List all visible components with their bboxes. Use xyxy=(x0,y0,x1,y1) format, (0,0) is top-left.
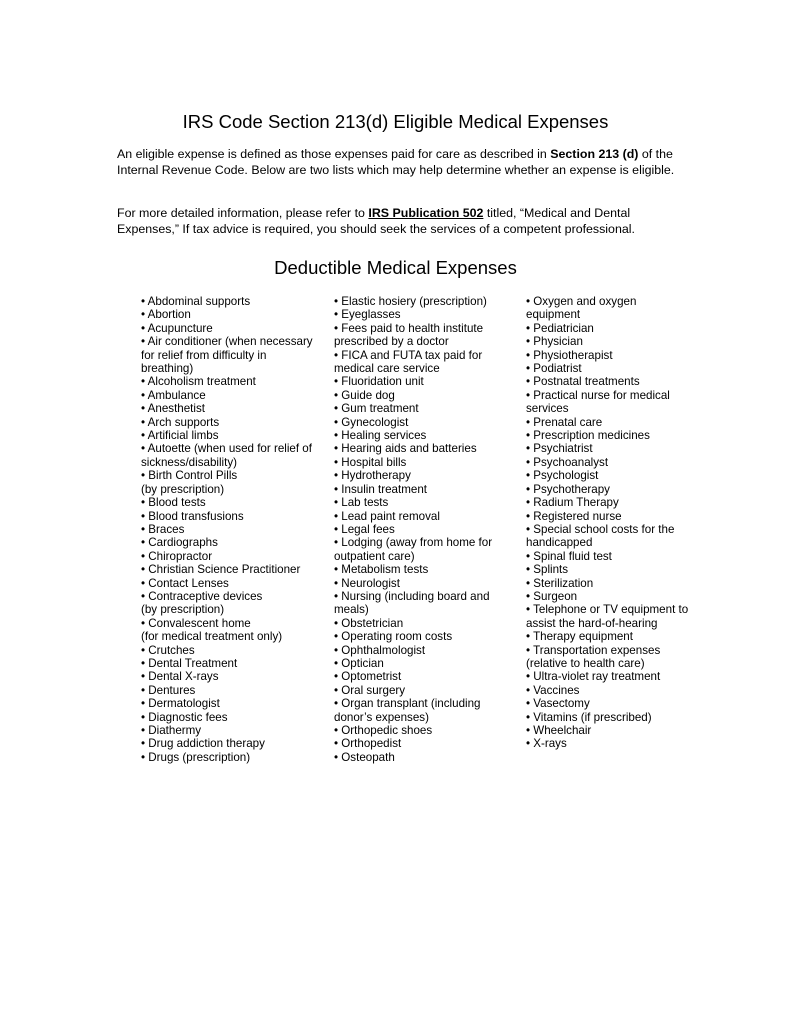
list-item: • Drugs (prescription) xyxy=(141,750,251,764)
list-item: • Dentures xyxy=(141,683,196,697)
list-item: • Healing services xyxy=(334,429,427,443)
list-item: • Abortion xyxy=(141,308,191,322)
list-item: • Braces xyxy=(141,522,185,536)
expense-list-column-1 xyxy=(141,295,321,764)
list-item: • Psychotherapy xyxy=(526,482,610,496)
list-item: • Arch supports xyxy=(141,415,220,429)
list-item: • Blood tests xyxy=(141,496,206,510)
list-item: • Insulin treatment xyxy=(334,482,427,496)
list-item: • Splints xyxy=(526,563,569,577)
list-item: • Registered nurse xyxy=(526,509,622,523)
list-item: • Orthopedist xyxy=(334,737,402,751)
list-item: • Legal fees xyxy=(334,522,395,536)
list-item: • Gum treatment xyxy=(334,402,419,416)
list-item: • Prenatal care xyxy=(526,415,603,429)
list-item: • Contact Lenses xyxy=(141,576,229,590)
list-item: • Vasectomy xyxy=(526,697,590,711)
list-item: • Osteopath xyxy=(334,750,395,764)
list-item: • Ultra-violet ray treatment xyxy=(526,670,661,684)
list-item: • Cardiographs xyxy=(141,536,218,550)
list-item: • Optician xyxy=(334,656,384,670)
list-item: • Nursing (including board and meals) xyxy=(334,589,490,617)
list-item: • Transportation expenses (relative to health care) xyxy=(526,643,661,670)
list-item: • Neurologist xyxy=(334,576,400,590)
list-item: • Drug addiction therapy xyxy=(141,737,265,751)
list-item: • Practical nurse for medical services xyxy=(526,388,670,416)
list-item: • Convalescent home (for medical treatment only) xyxy=(141,616,283,644)
list-item: • Oxygen and oxygen equipment xyxy=(526,295,637,322)
list-item: • Blood transfusions xyxy=(141,509,244,523)
list-item: • Hearing aids and batteries xyxy=(334,442,477,456)
page-title: IRS Code Section 213(d) Eligible Medical Expenses xyxy=(182,111,609,132)
list-item: • Christian Science Practitioner xyxy=(141,563,301,577)
list-item: • Vaccines xyxy=(526,683,580,697)
list-item: • Oral surgery xyxy=(334,683,406,697)
intro-paragraph-1 xyxy=(117,147,682,178)
list-item: • Crutches xyxy=(141,643,195,657)
list-item: • Anesthetist xyxy=(141,402,205,416)
list-item: • Fluoridation unit xyxy=(334,375,424,389)
list-item: • Psychiatrist xyxy=(526,442,593,456)
list-item: • Podiatrist xyxy=(526,362,582,376)
list-item: • Operating room costs xyxy=(334,630,453,644)
list-item: • Obstetrician xyxy=(334,616,404,630)
list-item: • X-rays xyxy=(526,737,567,751)
list-item: • Chiropractor xyxy=(141,549,213,563)
list-item: • Spinal fluid test xyxy=(526,549,612,563)
list-item: • Psychoanalyst xyxy=(526,455,609,469)
list-item: • Therapy equipment xyxy=(526,630,633,644)
list-item: • FICA and FUTA tax paid for medical care service xyxy=(334,348,483,376)
list-item: • Pediatrician xyxy=(526,321,594,335)
list-item: • Abdominal supports xyxy=(141,295,251,308)
list-item: • Psychologist xyxy=(526,469,599,483)
intro-text: of the Internal Revenue Code. Below are two lists which may help determine whether an expense is eligible. xyxy=(117,147,675,177)
list-item: • Organ transplant (including donor’s expenses) xyxy=(334,697,481,724)
list-item: • Air conditioner (when necessary for relief from difficulty in breathing) xyxy=(141,335,313,376)
list-item: • Wheelchair xyxy=(526,724,592,737)
section-reference: Section 213 (d) xyxy=(550,147,639,161)
list-item: • Fees paid to health institute prescribed by a doctor xyxy=(334,321,484,349)
list-item: • Eyeglasses xyxy=(334,308,401,322)
list-item: • Special school costs for the handicapped xyxy=(526,522,675,550)
list-item: • Vitamins (if prescribed) xyxy=(526,710,652,724)
section-heading: Deductible Medical Expenses xyxy=(274,257,517,278)
list-item: • Ambulance xyxy=(141,388,206,402)
list-item: • Radium Therapy xyxy=(526,496,619,510)
list-item: • Alcoholism treatment xyxy=(141,375,256,389)
intro-text: For more detailed information, please refer to xyxy=(117,206,369,220)
expense-list-column-2 xyxy=(334,295,514,764)
list-item: • Physiotherapist xyxy=(526,348,613,362)
list-item: • Telephone or TV equipment to assist the hard-of-hearing xyxy=(526,603,689,630)
list-item: • Gynecologist xyxy=(334,415,409,429)
list-item: • Orthopedic shoes xyxy=(334,724,433,737)
list-item: • Hospital bills xyxy=(334,455,407,469)
list-item: • Diagnostic fees xyxy=(141,710,228,724)
list-item: • Sterilization xyxy=(526,576,594,590)
intro-paragraph-2 xyxy=(117,206,682,237)
list-item: • Lab tests xyxy=(334,496,389,510)
list-item: • Dental X-rays xyxy=(141,670,219,684)
list-item: • Dental Treatment xyxy=(141,656,238,670)
publication-link[interactable]: IRS Publication 502 xyxy=(368,206,484,220)
list-item: • Metabolism tests xyxy=(334,563,429,577)
list-item: • Postnatal treatments xyxy=(526,375,640,389)
list-item: • Physician xyxy=(526,335,583,349)
list-item: • Optometrist xyxy=(334,670,402,684)
list-item: • Contraceptive devices (by prescription) xyxy=(141,589,263,617)
list-item: • Ophthalmologist xyxy=(334,643,426,657)
list-item: • Diathermy xyxy=(141,724,202,737)
list-item: • Artificial limbs xyxy=(141,429,219,443)
expense-list-column-3 xyxy=(526,295,698,751)
intro-text: An eligible expense is defined as those expenses paid for care as described in xyxy=(117,147,551,161)
list-item: • Acupuncture xyxy=(141,321,213,335)
intro-text: titled, “Medical and Dental Expenses,” If tax advice is required, you should seek the services of a competent professional. xyxy=(117,206,635,236)
list-item: • Lodging (away from home for outpatient care) xyxy=(334,536,493,563)
list-item: • Prescription medicines xyxy=(526,429,650,443)
list-item: • Dermatologist xyxy=(141,697,220,711)
list-item: • Elastic hosiery (prescription) xyxy=(334,295,487,308)
list-item: • Lead paint removal xyxy=(334,509,440,523)
list-item: • Autoette (when used for relief of sickness/disability) xyxy=(141,442,312,469)
list-item: • Birth Control Pills (by prescription) xyxy=(141,469,238,496)
list-item: • Surgeon xyxy=(526,589,578,603)
list-item: • Hydrotherapy xyxy=(334,469,411,483)
list-item: • Guide dog xyxy=(334,388,395,402)
